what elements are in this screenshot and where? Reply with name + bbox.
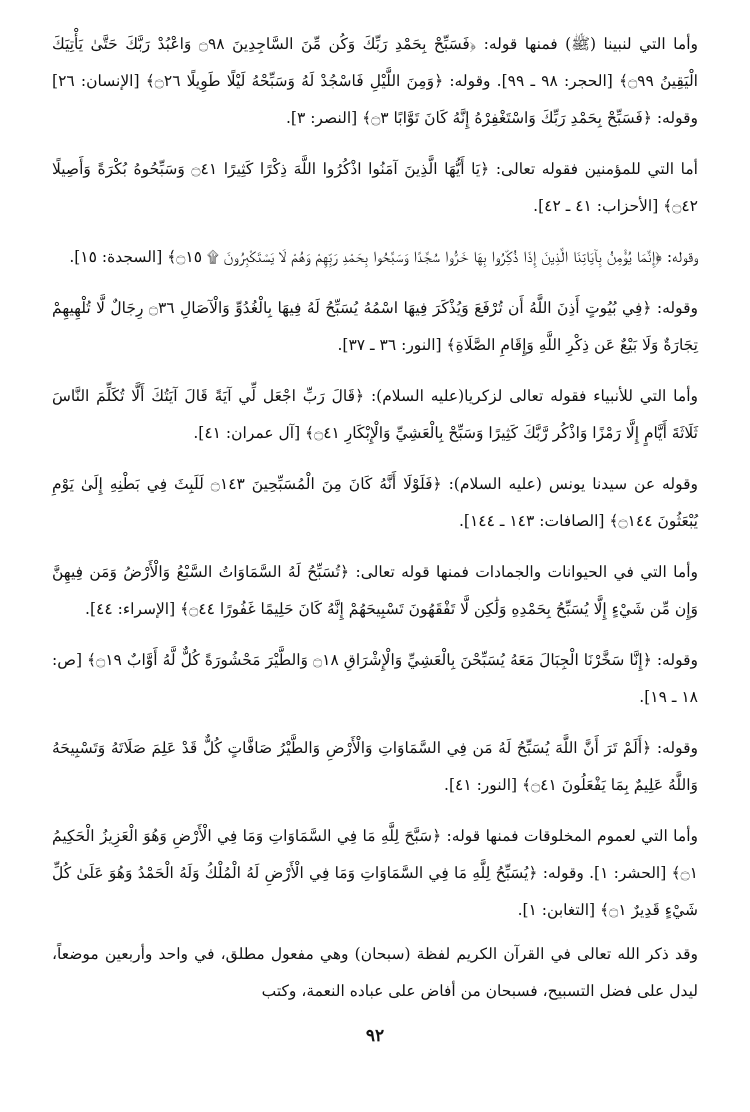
document-body: [52, 26, 698, 943]
paragraph-nur-41: وقوله: ﴿أَلَمْ تَرَ أَنَّ اللَّهَ يُسَبِّحُ لَهُ مَن فِي السَّمَاوَاتِ وَالْأَرْضِ وَالطَّيْرُ صَافَّاتٍ كُلٌّ قَدْ عَلِمَ صَلَاتَهُ وَتَسْبِيحَهُ وَاللَّهُ عَلِيمٌ بِمَا يَفْعَلُونَ ۝٤١﴾ [النور: ٤١].: [52, 739, 698, 794]
paragraph-all-creatures: وأما التي لعموم المخلوقات فمنها قوله: ﴿سَبَّحَ لِلَّهِ مَا فِي السَّمَاوَاتِ وَمَا فِي الْأَرْضِ وَهُوَ الْعَزِيزُ الْحَكِيمُ ۝١﴾ [الحشر: ١]. وقوله: ﴿يُسَبِّحُ لِلَّهِ مَا فِي السَّمَاوَاتِ وَمَا فِي الْأَرْضِ لَهُ الْمُلْكُ وَلَهُ الْحَمْدُ وَهُوَ عَلَىٰ كُلِّ شَيْءٍ قَدِيرٌ ۝١﴾ [التغابن: ١].: [52, 827, 699, 919]
paragraph-nur-36: وقوله: ﴿فِي بُيُوتٍ أَذِنَ اللَّهُ أَن تُرْفَعَ وَيُذْكَرَ فِيهَا اسْمُهُ يُسَبِّحُ لَهُ فِيهَا بِالْغُدُوِّ وَالْآصَالِ ۝٣٦ رِجَالٌ لَّا تُلْهِيهِمْ تِجَارَةٌ وَلَا بَيْعٌ عَن ذِكْرِ اللَّهِ وَإِقَامِ الصَّلَاةِ﴾ [النور: ٣٦ ـ ٣٧].: [52, 299, 699, 354]
paragraph-believers: أما التي للمؤمنين فقوله تعالى: ﴿يَا أَيُّهَا الَّذِينَ آمَنُوا اذْكُرُوا اللَّهَ ذِكْرًا كَثِيرًا ۝٤١ وَسَبِّحُوهُ بُكْرَةً وَأَصِيلًا ۝٤٢﴾ [الأحزاب: ٤١ ـ ٤٢].: [52, 160, 698, 215]
paragraph-yunus: وقوله عن سيدنا يونس (عليه السلام): ﴿فَلَوْلَا أَنَّهُ كَانَ مِنَ الْمُسَبِّحِينَ ۝١٤٣ لَلَبِثَ فِي بَطْنِهِ إِلَىٰ يَوْمِ يُبْعَثُونَ ۝١٤٤﴾ [الصافات: ١٤٣ ـ ١٤٤].: [52, 475, 698, 530]
page-number: ٩٢: [365, 1026, 385, 1046]
paragraph-animals-objects: وأما التي في الحيوانات والجمادات فمنها قوله تعالى: ﴿تُسَبِّحُ لَهُ السَّمَاوَاتُ السَّبْعُ وَالْأَرْضُ وَمَن فِيهِنَّ وَإِن مِّن شَيْءٍ إِلَّا يُسَبِّحُ بِحَمْدِهِ وَلَٰكِن لَّا تَفْقَهُونَ تَسْبِيحَهُمْ إِنَّهُ كَانَ حَلِيمًا غَفُورًا ۝٤٤﴾ [الإسراء: ٤٤].: [52, 563, 698, 618]
paragraph-prophet: وأما التي لنبينا (ﷺ) فمنها قوله: ﴿فَسَبِّحْ بِحَمْدِ رَبِّكَ وَكُن مِّنَ السَّاجِدِينَ ۝٩٨ وَاعْبُدْ رَبَّكَ حَتَّىٰ يَأْتِيَكَ الْيَقِينُ ۝٩٩﴾ [الحجر: ٩٨ ـ ٩٩]. وقوله: ﴿وَمِنَ اللَّيْلِ فَاسْجُدْ لَهُ وَسَبِّحْهُ لَيْلًا طَوِيلًا ۝٢٦﴾ [الإنسان: ٢٦] وقوله: ﴿فَسَبِّحْ بِحَمْدِ رَبِّكَ وَاسْتَغْفِرْهُ إِنَّهُ كَانَ تَوَّابًا ۝٣﴾ [النصر: ٣].: [52, 35, 698, 127]
paragraph-sad: وقوله: ﴿إِنَّا سَخَّرْنَا الْجِبَالَ مَعَهُ يُسَبِّحْنَ بِالْعَشِيِّ وَالْإِشْرَاقِ ۝١٨ وَالطَّيْرَ مَحْشُورَةً كُلٌّ لَّهُ أَوَّابٌ ۝١٩﴾ [ص: ١٨ ـ ١٩].: [52, 651, 698, 706]
paragraph-zakariya: وأما التي للأنبياء فقوله تعالى لزكريا(عليه السلام): ﴿قَالَ رَبِّ اجْعَل لِّي آيَةً قَالَ آيَتُكَ أَلَّا تُكَلِّمَ النَّاسَ ثَلَاثَةَ أَيَّامٍ إِلَّا رَمْزًا وَاذْكُر رَّبَّكَ كَثِيرًا وَسَبِّحْ بِالْعَشِيِّ وَالْإِبْكَارِ ۝٤١﴾ [آل عمران: ٤١].: [52, 387, 698, 442]
paragraph-sajda: وقوله: ﴿إِنَّمَا يُؤْمِنُ بِآيَاتِنَا الَّذِينَ إِذَا ذُكِّرُوا بِهَا خَرُّوا سُجَّدًا وَسَبَّحُوا بِحَمْدِ رَبِّهِمْ وَهُمْ لَا يَسْتَكْبِرُونَ ۩ ۝١٥﴾ [السجدة: ١٥].: [69, 248, 698, 266]
closing-paragraph: وقد ذكر الله تعالى في القرآن الكريم لفظة (سبحان) وهي مفعول مطلق، في واحد وأربعين موضعاً، ليدل على فضل التسبيح، فسبحان من أفاض على عباده النعمة، وكتب: [52, 945, 698, 1000]
